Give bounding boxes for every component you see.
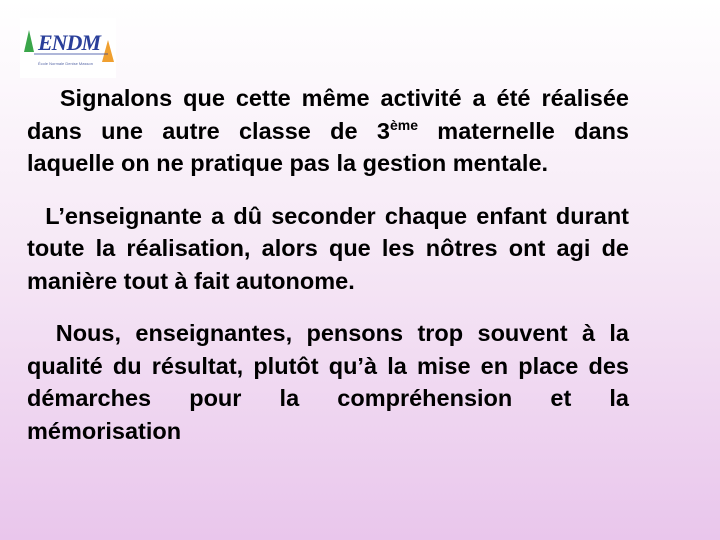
paragraph-2	[27, 200, 629, 298]
main-text	[27, 82, 629, 447]
logo-subtitle: École Normale Denise Masson	[38, 61, 93, 66]
paragraph-3	[27, 317, 629, 447]
paragraph-1-after: maternelle dans laquelle on ne pratique pas la gestion mentale.	[27, 117, 630, 176]
endm-logo	[20, 18, 116, 78]
paragraph-1-superscript: ème	[389, 116, 418, 133]
paragraph-1	[27, 82, 629, 180]
paragraph-3-text: Nous, enseignantes, pensons trop souvent à la qualité du résultat, plutôt qu’à la mise en place des démarches pour la compréhension et la mémorisation	[27, 320, 629, 444]
paragraph-2-text: L’enseignante a dû seconder chaque enfant durant toute la réalisation, alors que les nôtres ont agi de manière tout à fait autonome.	[27, 202, 630, 294]
logo-orange-triangle	[102, 40, 114, 62]
logo-wordmark: ENDM	[38, 30, 101, 55]
paragraph-1-before: Signalons que cette même activité a été réalisée dans une autre classe de 3	[27, 85, 629, 144]
logo-green-triangle	[24, 30, 34, 52]
